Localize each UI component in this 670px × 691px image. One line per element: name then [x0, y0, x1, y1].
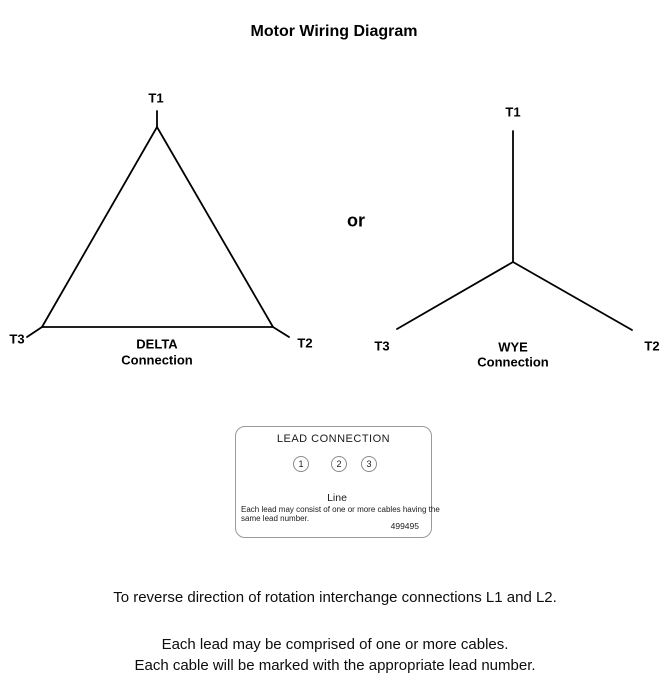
- lead-connection-box: [235, 426, 440, 538]
- footer-cable-marking-note: Each cable will be marked with the appropriate lead number.: [134, 657, 536, 674]
- wye-connection-lines: [397, 131, 632, 330]
- delta-terminal-t2-label: T2: [297, 335, 313, 351]
- footer-reverse-rotation-note: To reverse direction of rotation interchange connections L1 and L2.: [113, 589, 557, 606]
- delta-terminal-t3-label: T3: [9, 331, 25, 347]
- lead-1-circle: [293, 456, 309, 472]
- lead-connection-title: LEAD CONNECTION: [276, 433, 391, 445]
- delta-connection-name: DELTA: [136, 336, 178, 352]
- delta-t2-stub-line: [273, 327, 289, 337]
- lead-2-number: 2: [336, 459, 342, 469]
- wye-connection-name: WYE: [498, 339, 528, 355]
- wye-terminal-t1-label: T1: [505, 104, 521, 120]
- lead-1-number: 1: [298, 459, 304, 469]
- delta-right-side-line: [157, 127, 273, 327]
- lead-note-line2: same lead number.: [241, 513, 310, 523]
- wye-terminal-t3-label: T3: [374, 338, 390, 354]
- delta-t3-stub-line: [27, 327, 42, 337]
- lead-3-number: 3: [366, 459, 372, 469]
- page-title: Motor Wiring Diagram: [250, 23, 418, 40]
- footer-lead-cables-note: Each lead may be comprised of one or more cables.: [161, 636, 509, 653]
- part-number: 499495: [390, 521, 419, 531]
- lead-note-line1: Each lead may consist of one or more cables having the: [241, 505, 440, 514]
- or-label: or: [347, 210, 365, 231]
- wye-t3-leg-line: [397, 262, 513, 329]
- delta-connection-lines: [27, 111, 289, 337]
- delta-connection-word: Connection: [121, 352, 193, 368]
- wye-terminal-t2-label: T2: [644, 338, 660, 354]
- lead-3-circle: [361, 456, 377, 472]
- delta-terminal-t1-label: T1: [148, 90, 164, 106]
- line-label: Line: [327, 491, 347, 504]
- wye-t2-leg-line: [513, 262, 632, 330]
- lead-2-circle: [331, 456, 347, 472]
- wye-connection-word: Connection: [477, 354, 549, 370]
- delta-left-side-line: [42, 127, 157, 327]
